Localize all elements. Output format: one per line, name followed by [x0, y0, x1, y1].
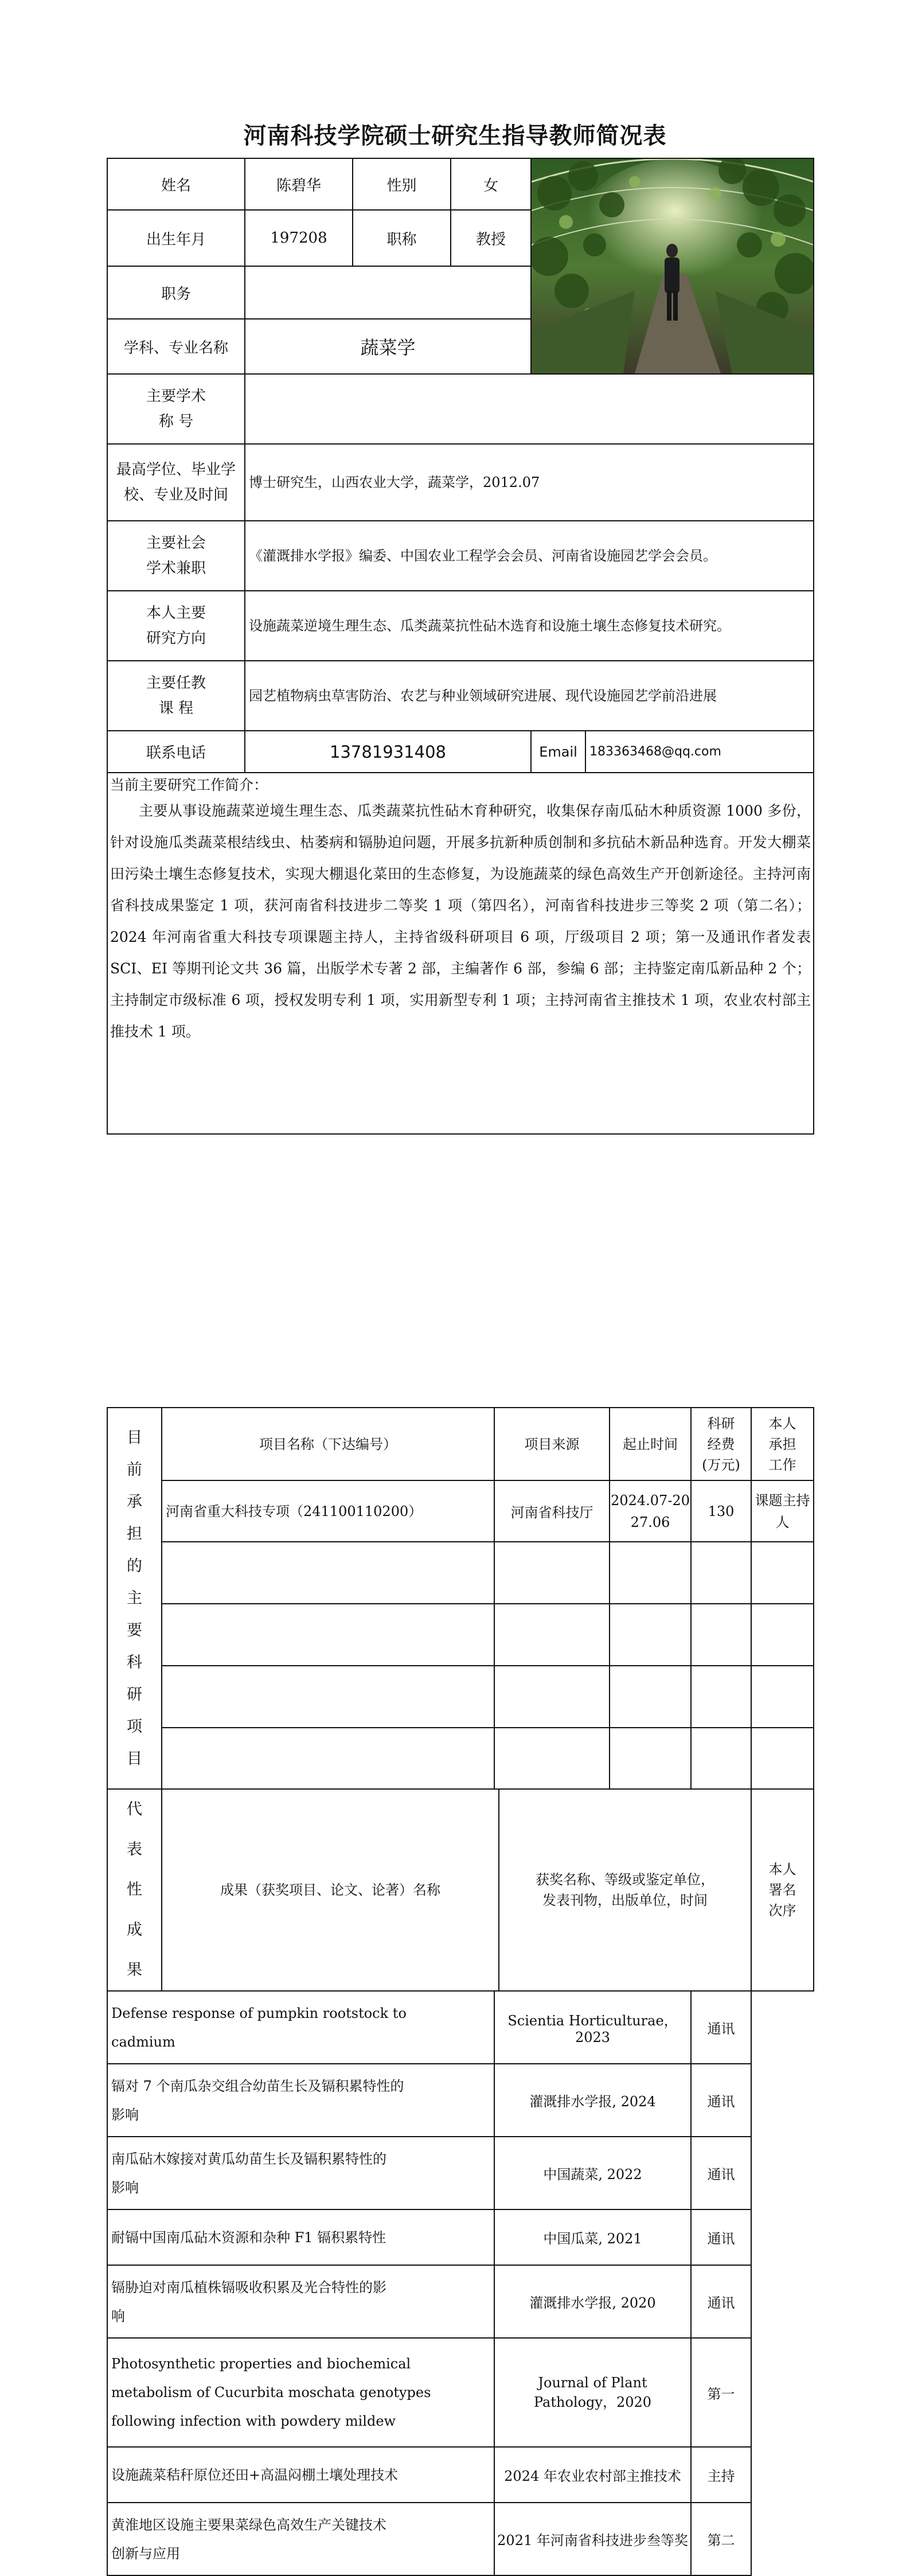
- research-value: 设施蔬菜逆境生理生态、瓜类蔬菜抗性砧木选育和设施土壤生态修复技术研究。: [245, 591, 814, 661]
- research-intro: [107, 773, 814, 1134]
- page-title: 河南科技学院硕士研究生指导教师简况表: [243, 123, 667, 149]
- achievement-name-line: Photosynthetic properties and biochemical: [111, 2356, 411, 2372]
- projects-header-role-line3: 工作: [768, 1456, 796, 1473]
- gender-value: 女: [451, 158, 531, 210]
- courses-value: 园艺植物病虫草害防治、农艺与种业领域研究进展、现代设施园艺学前沿进展: [245, 661, 814, 731]
- achievement-row: [107, 2209, 814, 2265]
- achievements-side-label: [107, 1789, 162, 1991]
- achievement-name: [107, 2064, 494, 2137]
- birth-value: 197208: [245, 210, 353, 266]
- achievement-order: 第一: [691, 2338, 751, 2447]
- portrait-photo: [531, 158, 814, 374]
- achievement-name-line: 南瓜砧木嫁接对黄瓜幼苗生长及镉积累特性的: [111, 2150, 386, 2167]
- achievement-name-line: following infection with powdery mildew: [111, 2413, 396, 2429]
- achievement-venue: 中国蔬菜, 2022: [494, 2137, 691, 2209]
- achievements-header-order-line1: 本人: [768, 1861, 796, 1877]
- courses-label-line1: 主要任教: [146, 675, 206, 692]
- side-label-char: 项: [127, 1717, 142, 1736]
- achievements-header-venue-line1: 获奖名称、等级或鉴定单位，: [536, 1872, 715, 1888]
- project-funding: 130: [691, 1480, 751, 1542]
- achievement-row: [107, 2447, 814, 2503]
- achievement-name-line: metabolism of Cucurbita moschata genotypes: [111, 2384, 431, 2400]
- gender-label: 性别: [353, 158, 451, 210]
- discipline-value: 蔬菜学: [245, 319, 531, 374]
- projects-header-funding: [691, 1408, 751, 1480]
- side-label-char: 代: [127, 1801, 142, 1818]
- side-label-char: 果: [127, 1961, 142, 1979]
- projects-header-name: 项目名称（下达编号）: [162, 1408, 494, 1480]
- achievement-name-line: 镉对 7 个南瓜杂交组合幼苗生长及镉积累特性的: [111, 2078, 404, 2094]
- achievement-order: 通讯: [691, 2265, 751, 2338]
- side-label-char: 成: [127, 1921, 142, 1939]
- project-row-empty: [107, 1542, 814, 1604]
- project-source: 河南省科技厅: [494, 1480, 610, 1542]
- achievement-name-line: 影响: [111, 2106, 139, 2123]
- achievement-name-line: 镉胁迫对南瓜植株镉吸收积累及光合特性的影: [111, 2279, 386, 2296]
- achievements-header-order-line2: 署名: [768, 1882, 796, 1898]
- achievement-name: [107, 2447, 494, 2503]
- discipline-label: 学科、专业名称: [107, 319, 245, 374]
- side-label-char: 前: [127, 1460, 142, 1479]
- projects-achievements-table: [107, 1407, 814, 2576]
- social-value: 《灌溉排水学报》编委、中国农业工程学会会员、河南省设施园艺学会会员。: [245, 521, 814, 591]
- phone-value: 13781931408: [245, 731, 531, 773]
- projects-header-funding-line2: 经费: [707, 1436, 735, 1452]
- achievement-order: 主持: [691, 2447, 751, 2503]
- achievement-venue: Scientia Horticulturae，2023: [494, 1991, 691, 2064]
- projects-header-funding-line1: 科研: [707, 1415, 735, 1432]
- phone-label: 联系电话: [107, 731, 245, 773]
- achievement-name-line: cadmium: [111, 2033, 175, 2050]
- achievement-name-line: 设施蔬菜秸秆原位还田+高温闷棚土壤处理技术: [111, 2466, 399, 2483]
- achievement-row: [107, 2064, 814, 2137]
- education-label: [107, 444, 245, 521]
- portrait-greenhouse-icon: [532, 159, 814, 373]
- side-label-char: 担: [127, 1525, 142, 1543]
- achievements-header-name: 成果（获奖项目、论文、论著）名称: [162, 1789, 499, 1991]
- name-value: 陈碧华: [245, 158, 353, 210]
- achievement-name: [107, 2209, 494, 2265]
- projects-side-label: [107, 1408, 162, 1789]
- achievement-venue: 2024 年农业农村部主推技术: [494, 2447, 691, 2503]
- achievement-name-line: 响: [111, 2308, 125, 2324]
- courses-label: [107, 661, 245, 731]
- side-label-char: 主: [127, 1589, 142, 1607]
- achievement-venue: 灌溉排水学报, 2020: [494, 2265, 691, 2338]
- achievements-header-order: [751, 1789, 814, 1991]
- project-period-line2: 27.06: [630, 1514, 670, 1530]
- projects-header-source: 项目来源: [494, 1408, 610, 1480]
- achievement-name: [107, 1991, 494, 2064]
- achievements-header-venue: [499, 1789, 751, 1991]
- side-label-char: 要: [127, 1621, 142, 1639]
- research-intro-heading: 当前主要研究工作简介：: [110, 777, 268, 793]
- social-label-line1: 主要社会: [146, 535, 206, 552]
- research-label: [107, 591, 245, 661]
- birth-label: 出生年月: [107, 210, 245, 266]
- side-label-char: 承: [127, 1492, 142, 1511]
- achievement-row: [107, 1991, 814, 2064]
- side-label-char: 研: [127, 1685, 142, 1704]
- name-label: 姓名: [107, 158, 245, 210]
- achievement-name: [107, 2265, 494, 2338]
- projects-header-role-line1: 本人: [768, 1415, 796, 1432]
- projects-header-role-line2: 承担: [768, 1436, 796, 1452]
- achievement-name-line: 影响: [111, 2179, 139, 2196]
- projects-header-period: 起止时间: [610, 1408, 691, 1480]
- achievement-name: [107, 2503, 494, 2575]
- achievement-venue: Journal of Plant Pathology，2020: [494, 2338, 691, 2447]
- courses-label-line2: 课 程: [158, 700, 194, 717]
- project-row-empty: [107, 1666, 814, 1728]
- achievement-venue: 灌溉排水学报, 2024: [494, 2064, 691, 2137]
- education-value: 博士研究生，山西农业大学，蔬菜学，2012.07: [245, 444, 814, 521]
- academic-title-label-line2: 称 号: [158, 413, 194, 430]
- project-role: [751, 1480, 814, 1542]
- projects-header-role: [751, 1408, 814, 1480]
- academic-title-value: [245, 374, 814, 444]
- research-label-line2: 研究方向: [146, 630, 206, 647]
- achievement-order: 通讯: [691, 1991, 751, 2064]
- email-value: 183363468@qq.com: [585, 731, 814, 773]
- position-label: 职务: [107, 266, 245, 319]
- achievement-order: 第二: [691, 2503, 751, 2575]
- academic-title-label-line1: 主要学术: [146, 388, 206, 405]
- side-label-char: 的: [127, 1557, 142, 1575]
- project-row-empty: [107, 1728, 814, 1789]
- achievement-order: 通讯: [691, 2064, 751, 2137]
- project-row-empty: [107, 1604, 814, 1666]
- achievements-header-order-line3: 次序: [768, 1903, 796, 1919]
- achievement-name-line: 黄淮地区设施主要果菜绿色高效生产关键技术: [111, 2516, 386, 2533]
- project-role-line2: 人: [775, 1514, 790, 1530]
- achievement-name: [107, 2137, 494, 2209]
- achievement-row: [107, 2137, 814, 2209]
- academic-title-label: [107, 374, 245, 444]
- achievement-venue: 2021 年河南省科技进步叁等奖: [494, 2503, 691, 2575]
- profile-table: [107, 158, 814, 1135]
- side-label-char: 目: [127, 1428, 142, 1447]
- email-label: Email: [531, 731, 585, 773]
- side-label-char: 性: [127, 1881, 142, 1899]
- projects-header-funding-line3: (万元): [702, 1456, 740, 1473]
- achievement-order: 通讯: [691, 2137, 751, 2209]
- research-label-line1: 本人主要: [146, 605, 206, 622]
- education-label-line1: 最高学位、毕业学: [116, 461, 236, 478]
- project-name: 河南省重大科技专项（241100110200）: [162, 1480, 494, 1542]
- project-row: [107, 1480, 814, 1542]
- side-label-char: 目: [127, 1749, 142, 1768]
- achievement-name-line: 创新与应用: [111, 2545, 180, 2562]
- rank-label: 职称: [353, 210, 451, 266]
- achievement-name-line: Defense response of pumpkin rootstock to: [111, 2005, 407, 2021]
- project-period: [610, 1480, 691, 1542]
- side-label-char: 表: [127, 1841, 142, 1858]
- achievement-row: [107, 2503, 814, 2575]
- achievement-row: [107, 2265, 814, 2338]
- position-value: [245, 266, 531, 319]
- achievement-name-line: 耐镉中国南瓜砧木资源和杂种 F1 镉积累特性: [111, 2229, 386, 2246]
- achievements-header-venue-line2: 发表刊物，出版单位，时间: [542, 1892, 708, 1908]
- project-role-line1: 课题主持: [755, 1492, 810, 1509]
- research-intro-body: 主要从事设施蔬菜逆境生理生态、瓜类蔬菜抗性砧木育种研究，收集保存南瓜砧木种质资源 1000 多份，针对设施瓜类蔬菜根结线虫、枯萎病和镉胁迫问题，开展多抗新种质创制和多抗砧木新品种选育。开发大棚菜田污染土壤生态修复技术，实现大棚退化菜田的生态修复，为设施蔬菜的绿色高效生产开创新途径。主持河南省科技成果鉴定 1 项，获河南省科技进步二等奖 1 项（第四名），河南省科技进步三等奖 2 项（第二名）；2024 年河南省重大科技专项课题主持人，主持省级科研项目 6 项，厅级项目 2 项；第一及通讯作者发表 SCI、EI 等期刊论文共 36 篇，出版学术专著 2 部，主编著作 6 部，参编 6 部；主持鉴定南瓜新品种 2 个；主持制定市级标准 6 项，授权发明专利 1 项，实用新型专利 1 项；主持河南省主推技术 1 项，农业农村部主推技术 1 项。: [110, 802, 811, 1040]
- side-label-char: 科: [127, 1653, 142, 1671]
- achievement-venue: 中国瓜菜, 2021: [494, 2209, 691, 2265]
- achievement-row: [107, 2338, 814, 2447]
- rank-value: 教授: [451, 210, 531, 266]
- project-period-line1: 2024.07-20: [611, 1492, 690, 1509]
- achievement-order: 通讯: [691, 2209, 751, 2265]
- education-label-line2: 校、专业及时间: [123, 486, 228, 504]
- social-label-line2: 学术兼职: [146, 560, 206, 577]
- social-label: [107, 521, 245, 591]
- achievement-name: [107, 2338, 494, 2447]
